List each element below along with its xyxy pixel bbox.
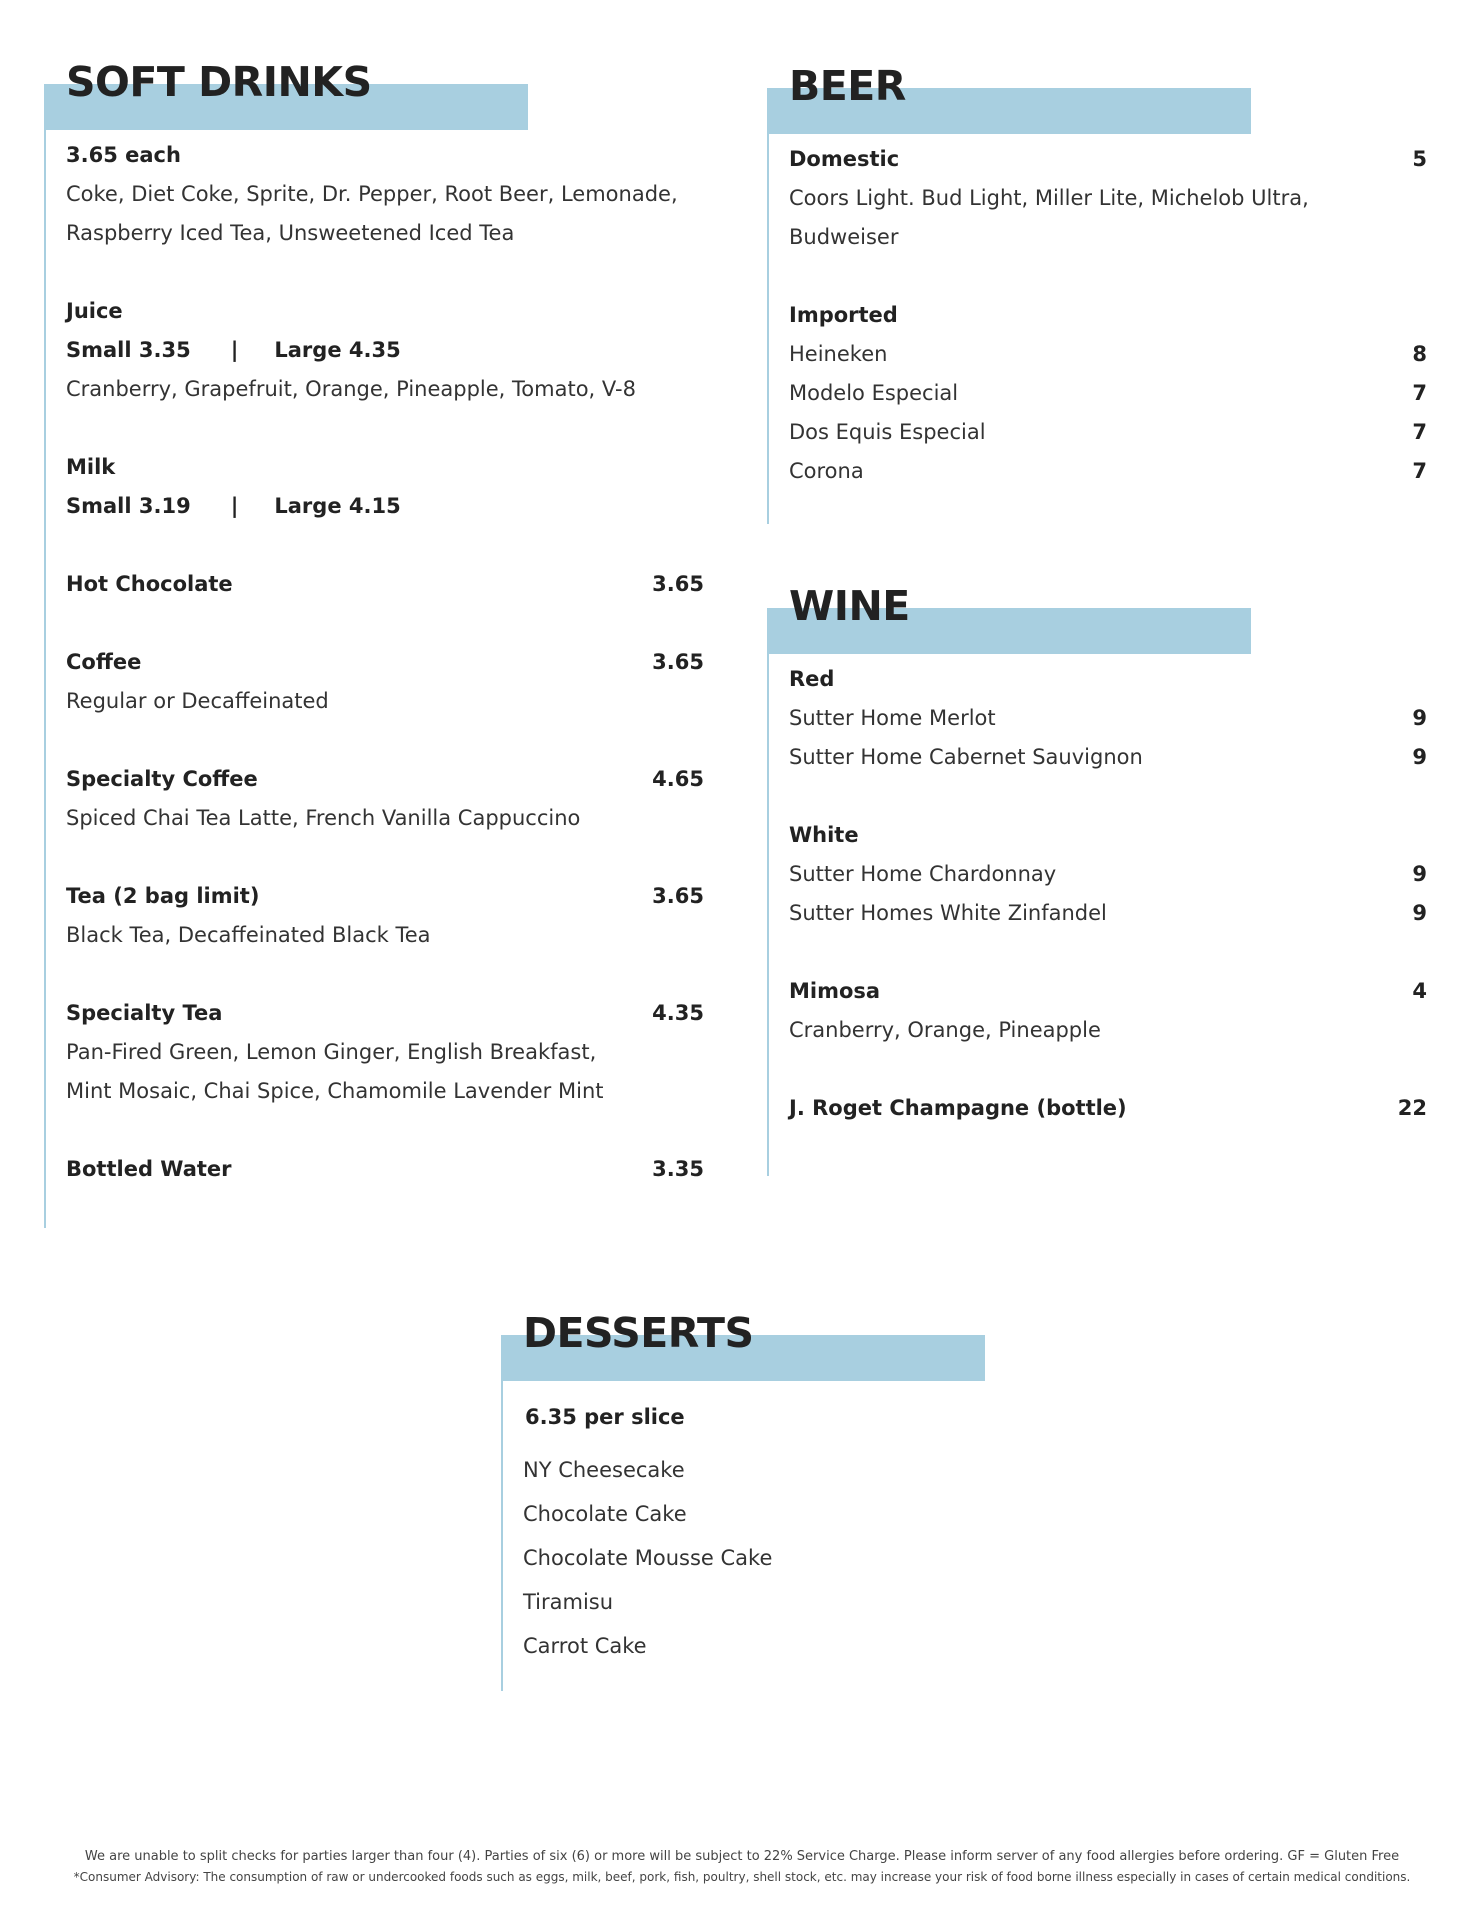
- mimosa-name: Mimosa: [789, 979, 881, 1003]
- wine-title: WINE: [789, 582, 910, 630]
- soft-drinks-divider: [44, 84, 46, 1228]
- dessert-item: NY Cheesecake: [523, 1458, 685, 1482]
- beer-section: [767, 62, 1427, 524]
- red-wine-name: Red: [789, 667, 835, 691]
- imported-name: Imported: [789, 303, 898, 327]
- red-wine-item-price: 9: [1412, 706, 1427, 730]
- specialty-tea-price: 4.35: [652, 1001, 704, 1025]
- dessert-item: Chocolate Mousse Cake: [523, 1546, 773, 1570]
- dessert-item: Chocolate Cake: [523, 1502, 687, 1526]
- white-wine-name: White: [789, 823, 859, 847]
- juice-name: Juice: [66, 299, 123, 323]
- coffee-desc: Regular or Decaffeinated: [66, 689, 329, 713]
- hot-chocolate-price: 3.65: [652, 572, 704, 596]
- beer-divider: [767, 88, 769, 524]
- sodas-list-line2: Raspberry Iced Tea, Unsweetened Iced Tea: [66, 221, 515, 245]
- imported-item-name: Dos Equis Especial: [789, 420, 986, 444]
- imported-item-price: 7: [1412, 420, 1427, 444]
- specialty-tea-name: Specialty Tea: [66, 1001, 223, 1025]
- domestic-list-line1: Coors Light. Bud Light, Miller Lite, Michelob Ultra,: [789, 186, 1309, 210]
- hot-chocolate-name: Hot Chocolate: [66, 572, 233, 596]
- desserts-section: [501, 1309, 1001, 1691]
- juice-flavors: Cranberry, Grapefruit, Orange, Pineapple, Tomato, V-8: [66, 377, 636, 401]
- white-wine-item-price: 9: [1412, 901, 1427, 925]
- milk-separator: |: [230, 494, 239, 518]
- tea-price: 3.65: [652, 884, 704, 908]
- soft-drinks-title: SOFT DRINKS: [66, 58, 372, 106]
- imported-item-price: 7: [1412, 381, 1427, 405]
- red-wine-item-name: Sutter Home Cabernet Sauvignon: [789, 745, 1143, 769]
- milk-name: Milk: [66, 455, 116, 479]
- juice-separator: |: [230, 338, 239, 362]
- red-wine-item-price: 9: [1412, 745, 1427, 769]
- red-wine-item-name: Sutter Home Merlot: [789, 706, 996, 730]
- white-wine-item-name: Sutter Homes White Zinfandel: [789, 901, 1107, 925]
- domestic-price: 5: [1412, 147, 1427, 171]
- desserts-title: DESSERTS: [523, 1309, 754, 1357]
- champagne-price: 22: [1397, 1096, 1427, 1120]
- domestic-list-line2: Budweiser: [789, 225, 899, 249]
- juice-small-price: Small 3.35: [66, 338, 191, 362]
- footer-consumer-advisory: *Consumer Advisory: The consumption of raw or undercooked foods such as eggs, milk, beef, pork, fish, poultry, shell stock, etc. may increase your risk of food borne illness especially in cases of certain medical conditions.: [73, 1870, 1411, 1884]
- milk-small-price: Small 3.19: [66, 494, 191, 518]
- sodas-list-line1: Coke, Diet Coke, Sprite, Dr. Pepper, Root Beer, Lemonade,: [66, 182, 678, 206]
- desserts-price: 6.35 per slice: [525, 1405, 685, 1429]
- footer-policy-note: We are unable to split checks for parties larger than four (4). Parties of six (6) or more will be subject to 22% Service Charge. Please inform server of any food allergies before ordering. GF = Gluten Free: [84, 1849, 1400, 1864]
- specialty-coffee-desc: Spiced Chai Tea Latte, French Vanilla Cappuccino: [66, 806, 581, 830]
- specialty-coffee-name: Specialty Coffee: [66, 767, 258, 791]
- imported-item-name: Modelo Especial: [789, 381, 959, 405]
- specialty-coffee-price: 4.65: [652, 767, 704, 791]
- mimosa-desc: Cranberry, Orange, Pineapple: [789, 1018, 1101, 1042]
- mimosa-price: 4: [1412, 979, 1427, 1003]
- imported-item-price: 8: [1412, 342, 1427, 366]
- specialty-tea-desc-line1: Pan-Fired Green, Lemon Ginger, English Breakfast,: [66, 1040, 597, 1064]
- tea-name: Tea (2 bag limit): [66, 884, 260, 908]
- wine-divider: [767, 608, 769, 1176]
- milk-large-price: Large 4.15: [274, 494, 401, 518]
- beer-title: BEER: [789, 62, 906, 110]
- dessert-item: Carrot Cake: [523, 1634, 647, 1658]
- juice-sizes: [66, 337, 401, 363]
- milk-sizes: [66, 493, 401, 519]
- domestic-name: Domestic: [789, 147, 900, 171]
- coffee-name: Coffee: [66, 650, 142, 674]
- bottled-water-name: Bottled Water: [66, 1157, 232, 1181]
- white-wine-item-price: 9: [1412, 862, 1427, 886]
- soft-drinks-section: [44, 58, 704, 1228]
- dessert-item: Tiramisu: [523, 1590, 614, 1614]
- white-wine-item-name: Sutter Home Chardonnay: [789, 862, 1057, 886]
- coffee-price: 3.65: [652, 650, 704, 674]
- champagne-name: J. Roget Champagne (bottle): [789, 1096, 1127, 1120]
- imported-item-price: 7: [1412, 459, 1427, 483]
- desserts-divider: [501, 1335, 503, 1691]
- imported-item-name: Heineken: [789, 342, 888, 366]
- juice-large-price: Large 4.35: [274, 338, 401, 362]
- tea-desc: Black Tea, Decaffeinated Black Tea: [66, 923, 431, 947]
- specialty-tea-desc-line2: Mint Mosaic, Chai Spice, Chamomile Lavender Mint: [66, 1079, 604, 1103]
- bottled-water-price: 3.35: [652, 1157, 704, 1181]
- wine-section: [767, 582, 1427, 1176]
- imported-item-name: Corona: [789, 459, 864, 483]
- soft-drinks-each-price: 3.65 each: [66, 143, 181, 167]
